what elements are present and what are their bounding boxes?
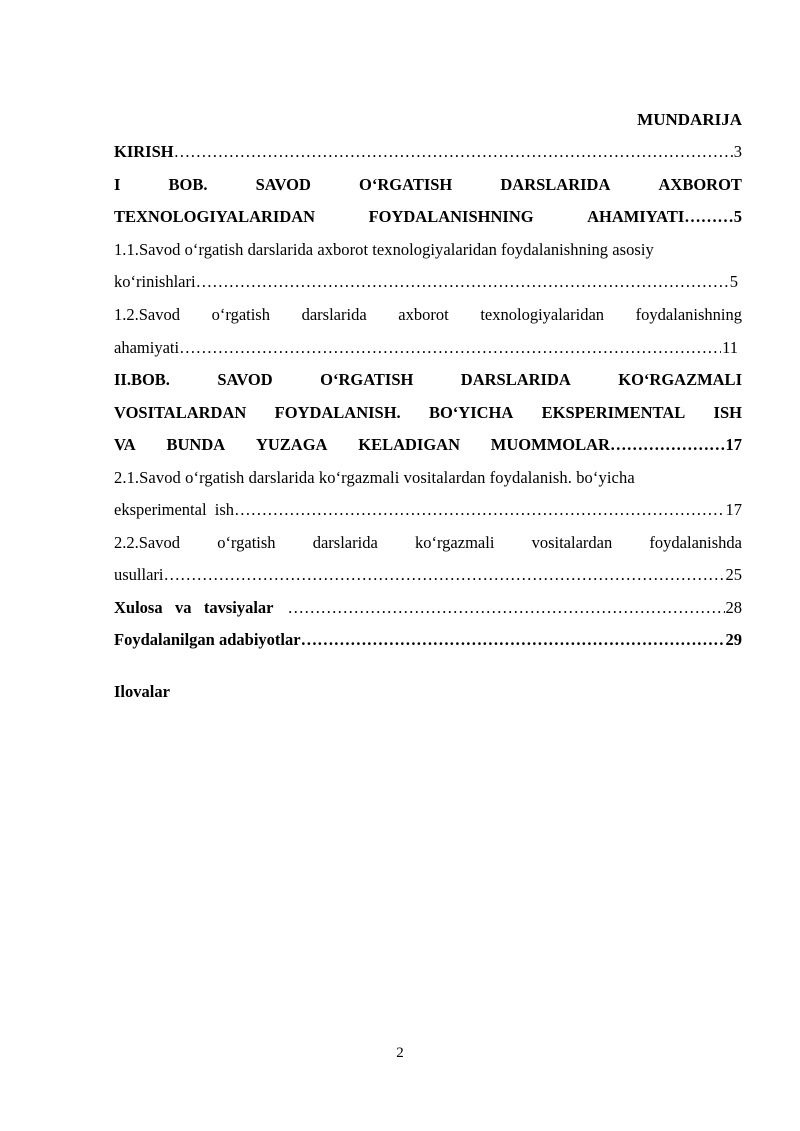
word: o‘rgatish [217, 533, 276, 552]
word: MUOMMOLAR…………………17 [490, 435, 742, 454]
toc-entry-label: Foydalanilgan adabiyotlar [114, 630, 301, 649]
word: FOYDALANISH. [274, 403, 401, 422]
toc-section-2-1-line-2 [114, 498, 742, 522]
word: BUNDA [166, 435, 226, 454]
word: AHAMIYATI………5 [587, 207, 742, 226]
word: EKSPERIMENTAL [541, 403, 686, 422]
word: BO‘YICHA [428, 403, 514, 422]
word: ISH [713, 403, 742, 422]
toc-leader-dots [288, 596, 725, 620]
word: KELADIGAN [358, 435, 461, 454]
toc-leader-dots [164, 563, 725, 587]
word: VOSITALARDAN [114, 403, 247, 422]
word: FOYDALANISHNING [368, 207, 534, 226]
toc-page-number: 3 [733, 142, 742, 161]
word: SAVOD [255, 175, 311, 194]
toc-section-2-1-line-1: 2.1.Savod o‘rgatish darslarida ko‘rgazmali vositalardan foydalanish. bo‘yicha [114, 468, 635, 487]
toc-page-number: 28 [725, 598, 742, 617]
word: SAVOD [217, 370, 273, 389]
toc-entry-label: ko‘rinishlari [114, 272, 196, 291]
toc-entry-label: eksperimental ish [114, 500, 235, 519]
word: texnologiyalaridan [480, 305, 605, 324]
toc-section-2-2-line-1 [114, 531, 742, 555]
toc-entry-ilovalar: Ilovalar [114, 682, 170, 701]
word: O‘RGATISH [320, 370, 414, 389]
toc-page-number: 17 [725, 500, 742, 519]
word: vositalardan [531, 533, 613, 552]
word: I [114, 175, 121, 194]
toc-leader-dots [179, 336, 721, 360]
toc-page-number: 25 [725, 565, 742, 584]
toc-chapter-1-line-2 [114, 205, 742, 229]
toc-entry-xulosa [114, 596, 742, 620]
word: DARSLARIDA [460, 370, 571, 389]
toc-chapter-2-line-2 [114, 401, 742, 425]
toc-leader-dots [196, 270, 729, 294]
toc-entry-label: ahamiyati [114, 338, 180, 357]
word: O‘RGATISH [359, 175, 453, 194]
word: o‘rgatish [211, 305, 270, 324]
word: TEXNOLOGIYALARIDAN [114, 207, 316, 226]
word: darslarida [301, 305, 367, 324]
toc-entry-label: usullari [114, 565, 164, 584]
toc-leader-dots [174, 140, 733, 164]
word: foydalanishda [649, 533, 742, 552]
toc-page-number: 5 [729, 272, 738, 291]
toc-entry-kirish [114, 140, 742, 164]
toc-section-1-2-line-2 [114, 336, 738, 360]
toc-entry-label: Xulosa va tavsiyalar [114, 598, 274, 617]
toc-chapter-2-line-3 [114, 433, 742, 457]
word: VA [114, 435, 136, 454]
word: DARSLARIDA [500, 175, 611, 194]
toc-section-1-2-line-1 [114, 303, 742, 327]
word: ko‘rgazmali [414, 533, 495, 552]
word: AXBOROT [658, 175, 742, 194]
word: BOB. [168, 175, 208, 194]
toc-title: MUNDARIJA [637, 110, 742, 129]
toc-chapter-1-line-1 [114, 173, 742, 197]
toc-entry-label: KIRISH [114, 142, 174, 161]
toc-chapter-2-line-1 [114, 368, 742, 392]
word: II.BOB. [114, 370, 170, 389]
word: KO‘RGAZMALI [618, 370, 742, 389]
toc-page-number: 29 [725, 630, 742, 649]
toc-page-number: 11 [722, 338, 738, 357]
word: 1.2.Savod [114, 305, 180, 324]
page-number: 2 [396, 1045, 404, 1061]
toc-section-1-1-line-1: 1.1.Savod o‘rgatish darslarida axborot texnologiyalaridan foydalanishning asosiy [114, 240, 654, 259]
word: foydalanishning [635, 305, 742, 324]
word: darslarida [312, 533, 378, 552]
toc-leader-dots [301, 628, 725, 652]
toc-leader-dots [234, 498, 724, 522]
toc-section-1-1-line-2 [114, 270, 738, 294]
word: axborot [398, 305, 449, 324]
toc-entry-adabiyotlar [114, 628, 742, 652]
word: 2.2.Savod [114, 533, 180, 552]
toc-section-2-2-line-2 [114, 563, 742, 587]
word: YUZAGA [255, 435, 328, 454]
